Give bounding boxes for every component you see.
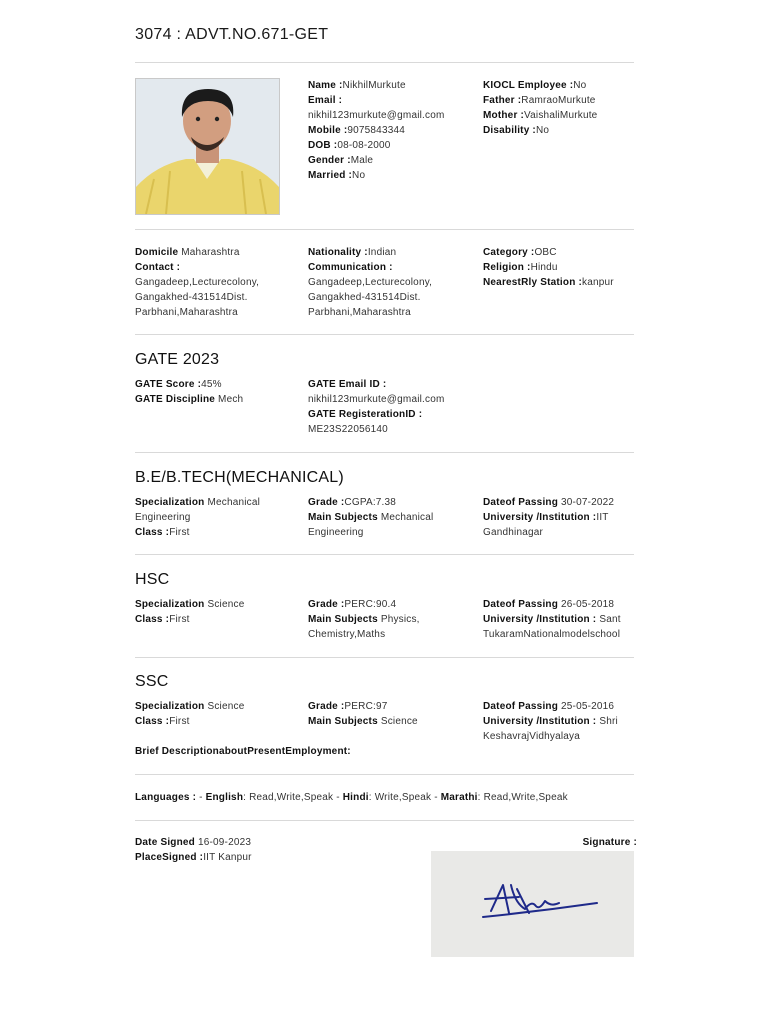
category-row: Category :OBC bbox=[483, 247, 557, 258]
btech-spec-line: Engineering bbox=[135, 512, 191, 523]
hsc-spec-row: Specialization Science bbox=[135, 599, 245, 610]
mobile-row: Mobile :9075843344 bbox=[308, 125, 405, 136]
ssc-univ-line: KeshavrajVidhyalaya bbox=[483, 731, 581, 742]
signature-box bbox=[431, 851, 634, 957]
mother-row: Mother :VaishaliMurkute bbox=[483, 110, 598, 121]
gate-heading: GATE 2023 bbox=[135, 351, 220, 368]
portrait-image bbox=[136, 79, 279, 214]
hsc-date-column bbox=[483, 597, 621, 642]
btech-subjects-line: Engineering bbox=[308, 527, 364, 538]
married-row: Married :No bbox=[308, 170, 366, 181]
btech-subjects-row: Main Subjects Mechanical bbox=[308, 512, 434, 523]
personal-info-column bbox=[308, 78, 445, 183]
domicile-column bbox=[135, 245, 259, 320]
btech-date-column bbox=[483, 495, 614, 540]
nationality-column bbox=[308, 245, 432, 320]
divider bbox=[135, 774, 634, 775]
ssc-spec-column bbox=[135, 699, 244, 729]
ssc-spec-row: Specialization Science bbox=[135, 701, 245, 712]
disability-row: Disability :No bbox=[483, 125, 550, 136]
lang-english-label: English bbox=[205, 792, 244, 803]
languages-row: Languages : - English: Read,Write,Speak - Hindi: Write,Speak - Marathi: Read,Write,Speak bbox=[135, 792, 568, 803]
languages-label: Languages : bbox=[135, 792, 197, 803]
hsc-grade-row: Grade :PERC:90.4 bbox=[308, 599, 397, 610]
divider bbox=[135, 452, 634, 453]
ssc-grade-row: Grade :PERC:97 bbox=[308, 701, 388, 712]
divider bbox=[135, 820, 634, 821]
hsc-grade-column bbox=[308, 597, 420, 642]
btech-class-row: Class :First bbox=[135, 527, 190, 538]
name-row: Name :NikhilMurkute bbox=[308, 80, 406, 91]
gate-email-column bbox=[308, 377, 445, 437]
email-row: Email : bbox=[308, 95, 343, 106]
gate-discipline-row: GATE Discipline Mech bbox=[135, 394, 244, 405]
hsc-heading: HSC bbox=[135, 571, 170, 588]
communication-line: Gangadeep,Lecturecolony, bbox=[308, 277, 433, 288]
ssc-univ-row: University /Institution : Shri bbox=[483, 716, 618, 727]
kiocl-row: KIOCL Employee :No bbox=[483, 80, 587, 91]
btech-heading: B.E/B.TECH(MECHANICAL) bbox=[135, 469, 344, 486]
lang-marathi-label: Marathi bbox=[440, 792, 478, 803]
gate-email-value: nikhil123murkute@gmail.com bbox=[308, 394, 445, 405]
hsc-date-row: Dateof Passing 26-05-2018 bbox=[483, 599, 615, 610]
gate-email-label: GATE Email ID : bbox=[308, 379, 387, 390]
ssc-date-column bbox=[483, 699, 618, 744]
gate-reg-value: ME23S22056140 bbox=[308, 424, 388, 435]
divider bbox=[135, 334, 634, 335]
btech-spec-row: Specialization Mechanical bbox=[135, 497, 261, 508]
date-signed-row: Date Signed 16-09-2023 bbox=[135, 837, 252, 848]
lang-hindi-label: Hindi bbox=[342, 792, 369, 803]
category-column bbox=[483, 245, 614, 290]
employment-label: Brief DescriptionaboutPresentEmployment: bbox=[135, 746, 351, 757]
btech-date-row: Dateof Passing 30-07-2022 bbox=[483, 497, 615, 508]
btech-spec-column bbox=[135, 495, 260, 540]
signature-label: Signature : bbox=[582, 837, 637, 848]
ssc-class-row: Class :First bbox=[135, 716, 190, 727]
btech-grade-column bbox=[308, 495, 433, 540]
divider bbox=[135, 62, 634, 63]
contact-line: Parbhani,Maharashtra bbox=[135, 307, 238, 318]
dob-row: DOB :08-08-2000 bbox=[308, 140, 391, 151]
signature-image bbox=[431, 851, 634, 957]
signature-label-col bbox=[520, 835, 637, 850]
ssc-heading: SSC bbox=[135, 673, 169, 690]
communication-line: Parbhani,Maharashtra bbox=[308, 307, 411, 318]
family-info-column bbox=[483, 78, 597, 138]
hsc-subjects-row: Main Subjects Physics, bbox=[308, 614, 420, 625]
divider bbox=[135, 657, 634, 658]
divider bbox=[135, 554, 634, 555]
religion-row: Religion :Hindu bbox=[483, 262, 558, 273]
employment-description bbox=[135, 744, 351, 759]
email-value: nikhil123murkute@gmail.com bbox=[308, 110, 445, 121]
hsc-class-row: Class :First bbox=[135, 614, 190, 625]
btech-univ-line: Gandhinagar bbox=[483, 527, 544, 538]
hsc-spec-column bbox=[135, 597, 244, 627]
place-signed-row: PlaceSigned :IIT Kanpur bbox=[135, 852, 252, 863]
hsc-univ-row: University /Institution : Sant bbox=[483, 614, 621, 625]
communication-line: Gangakhed-431514Dist. bbox=[308, 292, 421, 303]
gate-reg-label: GATE RegisterationID : bbox=[308, 409, 423, 420]
btech-univ-row: University /Institution :IIT bbox=[483, 512, 609, 523]
contact-label: Contact : bbox=[135, 262, 181, 273]
gate-score-row: GATE Score :45% bbox=[135, 379, 222, 390]
signed-info bbox=[135, 835, 252, 865]
ssc-date-row: Dateof Passing 25-05-2016 bbox=[483, 701, 615, 712]
hsc-subjects-line: Chemistry,Maths bbox=[308, 629, 386, 640]
hsc-univ-line: TukaramNationalmodelschool bbox=[483, 629, 621, 640]
ssc-grade-column bbox=[308, 699, 418, 729]
nationality-row: Nationality :Indian bbox=[308, 247, 397, 258]
domicile-row: Domicile Maharashtra bbox=[135, 247, 240, 258]
gate-score-column bbox=[135, 377, 243, 407]
gender-row: Gender :Male bbox=[308, 155, 374, 166]
ssc-subjects-row: Main Subjects Science bbox=[308, 716, 418, 727]
divider bbox=[135, 229, 634, 230]
btech-grade-row: Grade :CGPA:7.38 bbox=[308, 497, 397, 508]
page-title: 3074 : ADVT.NO.671-GET bbox=[135, 26, 329, 43]
communication-label: Communication : bbox=[308, 262, 393, 273]
contact-line: Gangadeep,Lecturecolony, bbox=[135, 277, 260, 288]
father-row: Father :RamraoMurkute bbox=[483, 95, 596, 106]
station-row: NearestRly Station :kanpur bbox=[483, 277, 614, 288]
candidate-photo bbox=[135, 78, 280, 215]
contact-line: Gangakhed-431514Dist. bbox=[135, 292, 248, 303]
